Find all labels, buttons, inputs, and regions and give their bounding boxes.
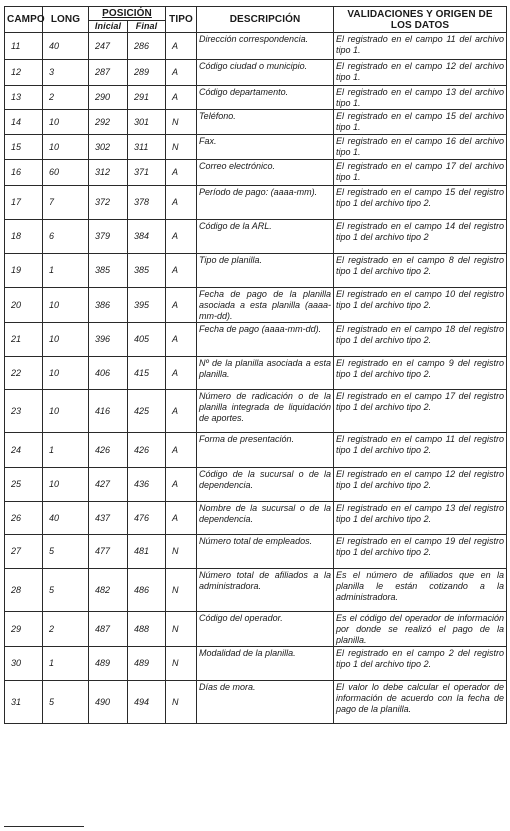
cell-inicial: 406 xyxy=(89,357,128,390)
cell-tipo: A xyxy=(166,390,197,433)
cell-final: 378 xyxy=(128,186,166,220)
table-body xyxy=(5,33,507,724)
cell-descripcion: Nombre de la sucursal o de la dependencia. xyxy=(197,502,334,535)
cell-campo: 19 xyxy=(5,254,43,288)
cell-tipo: A xyxy=(166,220,197,254)
cell-long: 10 xyxy=(43,135,89,160)
cell-final: 289 xyxy=(128,60,166,86)
cell-validacion: El registrado en el campo 16 del archivo tipo 1. xyxy=(334,135,507,160)
cell-validacion: El registrado en el campo 13 del archivo tipo 1. xyxy=(334,86,507,110)
footnote-rule xyxy=(4,826,84,827)
cell-validacion: El registrado en el campo 19 del registro tipo 1 del archivo tipo 2. xyxy=(334,535,507,569)
table-row xyxy=(5,186,507,220)
cell-final: 415 xyxy=(128,357,166,390)
cell-descripcion: Teléfono. xyxy=(197,110,334,135)
cell-validacion: Es el número de afiliados que en la planilla le están cotizando a la administradora. xyxy=(334,569,507,612)
cell-long: 5 xyxy=(43,535,89,569)
cell-inicial: 487 xyxy=(89,612,128,647)
cell-descripcion: Período de pago: (aaaa-mm). xyxy=(197,186,334,220)
cell-inicial: 396 xyxy=(89,323,128,357)
header-tipo: TIPO xyxy=(166,7,197,33)
cell-tipo: N xyxy=(166,681,197,724)
cell-inicial: 477 xyxy=(89,535,128,569)
header-posicion: POSICIÓN xyxy=(89,7,166,21)
cell-tipo: A xyxy=(166,433,197,468)
cell-descripcion: Tipo de planilla. xyxy=(197,254,334,288)
cell-final: 476 xyxy=(128,502,166,535)
cell-descripcion: Número de radicación o de la planilla integrada de liquidación de aportes. xyxy=(197,390,334,433)
cell-long: 6 xyxy=(43,220,89,254)
cell-long: 2 xyxy=(43,86,89,110)
cell-validacion: El registrado en el campo 9 del registro tipo 1 del archivo tipo 2. xyxy=(334,357,507,390)
cell-long: 10 xyxy=(43,323,89,357)
cell-tipo: A xyxy=(166,502,197,535)
cell-tipo: A xyxy=(166,86,197,110)
cell-campo: 12 xyxy=(5,60,43,86)
cell-campo: 15 xyxy=(5,135,43,160)
cell-final: 311 xyxy=(128,135,166,160)
cell-long: 10 xyxy=(43,390,89,433)
cell-long: 60 xyxy=(43,160,89,186)
cell-long: 10 xyxy=(43,468,89,502)
cell-campo: 29 xyxy=(5,612,43,647)
cell-long: 3 xyxy=(43,60,89,86)
table-row xyxy=(5,390,507,433)
cell-campo: 24 xyxy=(5,433,43,468)
table-row xyxy=(5,502,507,535)
cell-descripcion: Código de la sucursal o de la dependencia. xyxy=(197,468,334,502)
table-row xyxy=(5,569,507,612)
table-row xyxy=(5,433,507,468)
cell-validacion: El registrado en el campo 11 del archivo tipo 1. xyxy=(334,33,507,60)
cell-campo: 16 xyxy=(5,160,43,186)
cell-descripcion: Modalidad de la planilla. xyxy=(197,647,334,681)
cell-campo: 31 xyxy=(5,681,43,724)
cell-inicial: 416 xyxy=(89,390,128,433)
cell-final: 425 xyxy=(128,390,166,433)
table-row xyxy=(5,323,507,357)
cell-validacion: El valor lo debe calcular el operador de información de acuerdo con la fecha de pago de la planilla. xyxy=(334,681,507,724)
cell-inicial: 302 xyxy=(89,135,128,160)
cell-inicial: 489 xyxy=(89,647,128,681)
cell-campo: 28 xyxy=(5,569,43,612)
cell-descripcion: Nº de la planilla asociada a esta planilla. xyxy=(197,357,334,390)
cell-long: 1 xyxy=(43,647,89,681)
cell-tipo: N xyxy=(166,110,197,135)
cell-descripcion: Código del operador. xyxy=(197,612,334,647)
cell-inicial: 386 xyxy=(89,288,128,323)
cell-long: 10 xyxy=(43,110,89,135)
cell-long: 10 xyxy=(43,357,89,390)
table-row xyxy=(5,220,507,254)
table-row xyxy=(5,535,507,569)
table-row xyxy=(5,60,507,86)
table-row xyxy=(5,33,507,60)
cell-inicial: 372 xyxy=(89,186,128,220)
cell-campo: 27 xyxy=(5,535,43,569)
cell-campo: 20 xyxy=(5,288,43,323)
cell-descripcion: Correo electrónico. xyxy=(197,160,334,186)
cell-campo: 13 xyxy=(5,86,43,110)
table-header xyxy=(5,7,507,33)
cell-inicial: 247 xyxy=(89,33,128,60)
table-row xyxy=(5,681,507,724)
header-campo: CAMPO xyxy=(5,7,43,33)
cell-long: 10 xyxy=(43,288,89,323)
cell-tipo: A xyxy=(166,160,197,186)
header-descripcion: DESCRIPCIÓN xyxy=(197,7,334,33)
cell-validacion: El registrado en el campo 18 del registro tipo 1 del archivo tipo 2. xyxy=(334,323,507,357)
table-row xyxy=(5,135,507,160)
cell-tipo: N xyxy=(166,647,197,681)
field-spec-table xyxy=(4,6,507,724)
cell-descripcion: Número total de empleados. xyxy=(197,535,334,569)
table-row xyxy=(5,86,507,110)
cell-inicial: 426 xyxy=(89,433,128,468)
cell-tipo: A xyxy=(166,357,197,390)
cell-inicial: 385 xyxy=(89,254,128,288)
cell-validacion: El registrado en el campo 8 del registro tipo 1 del archivo tipo 2. xyxy=(334,254,507,288)
header-validaciones: VALIDACIONES Y ORIGEN DE LOS DATOS xyxy=(334,7,507,33)
cell-tipo: N xyxy=(166,135,197,160)
cell-descripcion: Código departamento. xyxy=(197,86,334,110)
cell-final: 436 xyxy=(128,468,166,502)
cell-inicial: 490 xyxy=(89,681,128,724)
cell-final: 494 xyxy=(128,681,166,724)
cell-validacion: El registrado en el campo 10 del registro tipo 1 del archivo tipo 2. xyxy=(334,288,507,323)
table-row xyxy=(5,110,507,135)
cell-final: 301 xyxy=(128,110,166,135)
cell-validacion: El registrado en el campo 15 del registro tipo 1 del archivo tipo 2. xyxy=(334,186,507,220)
table-row xyxy=(5,254,507,288)
cell-final: 395 xyxy=(128,288,166,323)
cell-final: 385 xyxy=(128,254,166,288)
cell-validacion: El registrado en el campo 13 del registro tipo 1 del archivo tipo 2. xyxy=(334,502,507,535)
cell-descripcion: Código de la ARL. xyxy=(197,220,334,254)
cell-campo: 17 xyxy=(5,186,43,220)
cell-inicial: 290 xyxy=(89,86,128,110)
cell-final: 286 xyxy=(128,33,166,60)
cell-final: 405 xyxy=(128,323,166,357)
header-final: Final xyxy=(128,21,166,33)
cell-inicial: 427 xyxy=(89,468,128,502)
cell-campo: 22 xyxy=(5,357,43,390)
table-row xyxy=(5,160,507,186)
cell-tipo: A xyxy=(166,254,197,288)
cell-campo: 14 xyxy=(5,110,43,135)
cell-validacion: El registrado en el campo 17 del archivo tipo 1. xyxy=(334,160,507,186)
cell-validacion: El registrado en el campo 11 del registro tipo 1 del archivo tipo 2. xyxy=(334,433,507,468)
cell-long: 1 xyxy=(43,254,89,288)
cell-inicial: 312 xyxy=(89,160,128,186)
cell-long: 7 xyxy=(43,186,89,220)
cell-long: 1 xyxy=(43,433,89,468)
cell-tipo: N xyxy=(166,612,197,647)
cell-inicial: 437 xyxy=(89,502,128,535)
cell-descripcion: Dirección correspondencia. xyxy=(197,33,334,60)
cell-final: 489 xyxy=(128,647,166,681)
cell-validacion: Es el código del operador de información por donde se realizó el pago de la planilla. xyxy=(334,612,507,647)
cell-validacion: El registrado en el campo 15 del archivo tipo 1. xyxy=(334,110,507,135)
cell-final: 486 xyxy=(128,569,166,612)
cell-long: 5 xyxy=(43,569,89,612)
cell-final: 384 xyxy=(128,220,166,254)
table-row xyxy=(5,288,507,323)
cell-tipo: A xyxy=(166,323,197,357)
cell-tipo: A xyxy=(166,186,197,220)
table-row xyxy=(5,612,507,647)
cell-campo: 30 xyxy=(5,647,43,681)
table-row xyxy=(5,468,507,502)
cell-inicial: 482 xyxy=(89,569,128,612)
cell-campo: 26 xyxy=(5,502,43,535)
cell-campo: 25 xyxy=(5,468,43,502)
header-long: LONG xyxy=(43,7,89,33)
cell-final: 291 xyxy=(128,86,166,110)
cell-campo: 23 xyxy=(5,390,43,433)
cell-descripcion: Fax. xyxy=(197,135,334,160)
cell-inicial: 379 xyxy=(89,220,128,254)
cell-final: 371 xyxy=(128,160,166,186)
cell-descripcion: Fecha de pago de la planilla asociada a esta planilla (aaaa-mm-dd). xyxy=(197,288,334,323)
table-row xyxy=(5,357,507,390)
cell-validacion: El registrado en el campo 12 del registro tipo 1 del archivo tipo 2. xyxy=(334,468,507,502)
cell-descripcion: Forma de presentación. xyxy=(197,433,334,468)
cell-validacion: El registrado en el campo 17 del registro tipo 1 del archivo tipo 2. xyxy=(334,390,507,433)
cell-tipo: N xyxy=(166,569,197,612)
cell-validacion: El registrado en el campo 2 del registro tipo 1 del archivo tipo 2. xyxy=(334,647,507,681)
cell-campo: 21 xyxy=(5,323,43,357)
cell-tipo: N xyxy=(166,535,197,569)
cell-tipo: A xyxy=(166,288,197,323)
header-inicial: Inicial xyxy=(89,21,128,33)
cell-long: 40 xyxy=(43,502,89,535)
cell-campo: 18 xyxy=(5,220,43,254)
cell-long: 5 xyxy=(43,681,89,724)
cell-long: 40 xyxy=(43,33,89,60)
cell-campo: 11 xyxy=(5,33,43,60)
cell-final: 426 xyxy=(128,433,166,468)
table-row xyxy=(5,647,507,681)
cell-tipo: A xyxy=(166,60,197,86)
cell-tipo: A xyxy=(166,468,197,502)
cell-validacion: El registrado en el campo 14 del registro tipo 1 del archivo tipo 2 xyxy=(334,220,507,254)
cell-inicial: 287 xyxy=(89,60,128,86)
cell-tipo: A xyxy=(166,33,197,60)
cell-descripcion: Número total de afiliados a la administradora. xyxy=(197,569,334,612)
cell-final: 488 xyxy=(128,612,166,647)
cell-descripcion: Fecha de pago (aaaa-mm-dd). xyxy=(197,323,334,357)
cell-long: 2 xyxy=(43,612,89,647)
cell-descripcion: Código ciudad o municipio. xyxy=(197,60,334,86)
cell-inicial: 292 xyxy=(89,110,128,135)
cell-validacion: El registrado en el campo 12 del archivo tipo 1. xyxy=(334,60,507,86)
cell-descripcion: Días de mora. xyxy=(197,681,334,724)
cell-final: 481 xyxy=(128,535,166,569)
